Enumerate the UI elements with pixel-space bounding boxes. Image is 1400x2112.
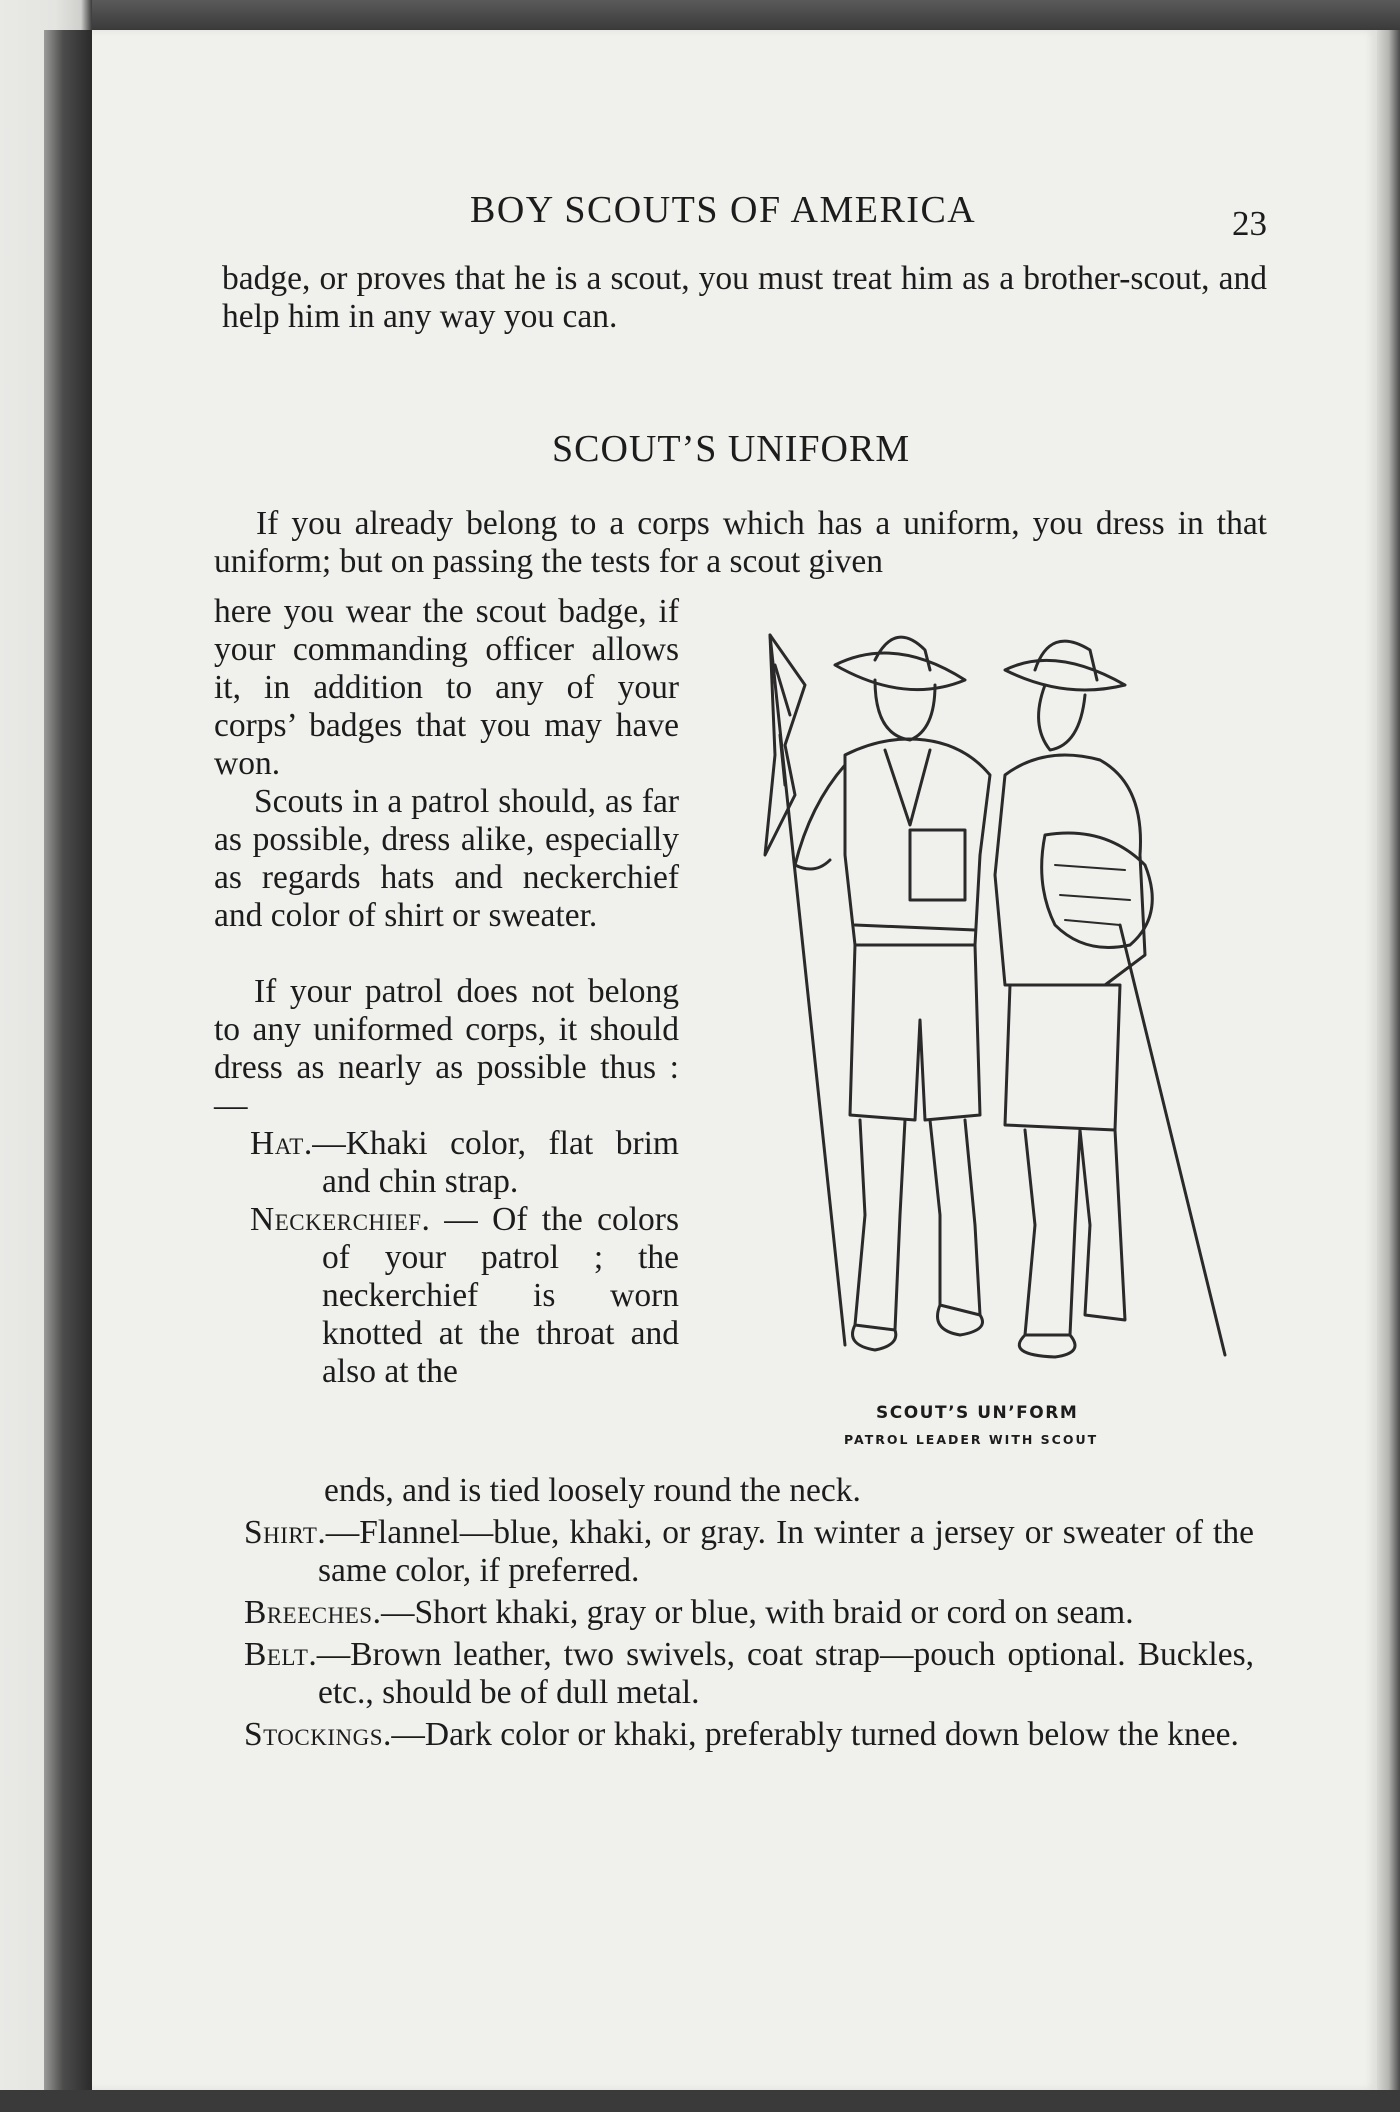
item-stockings [244,1716,1254,1754]
item-hat-text: .—Khaki color, flat brim and chin strap. [303,1125,679,1200]
figure-caption-subtitle: PATROL LEADER WITH SCOUT [844,1432,1099,1447]
item-breeches-text: .—Short khaki, gray or blue, with braid or cord on seam. [372,1594,1134,1631]
uniformed-corps-paragraph: If your patrol does not belong to any uniformed corps, it should dress as nearly as possible thus :— [214,973,679,1124]
item-belt-text: .—Brown leather, two swivels, coat strap—pouch optional. Buckles, etc., should be of dull metal. [308,1636,1254,1711]
scout-uniform-illustration [725,625,1265,1385]
right-hat-brim [1005,660,1125,690]
figure-caption-title: SCOUT’S UN’FORM [876,1403,1079,1423]
item-breeches-term: Breeches [244,1594,373,1631]
patrol-dress-paragraph: Scouts in a patrol should, as far as possible, dress alike, especially as regards hats and neckerchief and color of shirt or sweater. [214,783,679,934]
intro-continuation: here you wear the scout badge, if your commanding officer allows it, in addition to any of your corps’ badges that you may have won. [214,593,679,782]
item-hat-term: Hat [250,1125,304,1162]
item-breeches [244,1594,1254,1632]
item-shirt-text: .—Flannel—blue, khaki, or gray. In winter a jersey or sweater of the same color, if preferred. [317,1514,1254,1589]
book-spine [44,30,92,2100]
running-title: BOY SCOUTS OF AMERICA [470,189,977,231]
right-head [1039,685,1085,750]
intro-paragraph: If you already belong to a corps which has a uniform, you dress in that uniform; but on passing the tests for a scout given [214,505,1267,580]
item-hat [250,1125,679,1201]
left-torso [845,739,990,945]
item-shirt [244,1514,1254,1590]
section-title: SCOUT’S UNIFORM [552,428,911,470]
left-shorts [850,945,980,1120]
pennant [765,635,805,855]
item-neckerchief [250,1201,679,1391]
item-neckerchief-continuation: ends, and is tied loosely round the neck. [324,1472,861,1509]
continued-paragraph: badge, or proves that he is a scout, you must treat him as a brother-scout, and help him in any way you can. [222,260,1267,335]
item-neckerchief-text: . — Of the colors of your patrol ; the neckerchief is worn knotted at the throat and also at the [322,1201,679,1390]
item-belt [244,1636,1254,1712]
item-neckerchief-term: Neckerchief [250,1201,422,1238]
item-stockings-text: .—Dark color or khaki, preferably turned down below the knee. [383,1716,1239,1753]
page-number: 23 [1232,204,1267,243]
scan-bottom-border [0,2090,1400,2112]
right-staff-line [1120,925,1225,1355]
page-fore-edge [1377,30,1400,2090]
item-stockings-term: Stockings [244,1716,383,1753]
item-shirt-term: Shirt [244,1514,318,1551]
left-hat-brim [835,653,965,690]
backpack [1042,833,1153,948]
scan-top-border [0,0,1400,30]
left-text-column [214,593,679,1391]
uniform-item-list [244,1472,1254,1754]
item-belt-term: Belt [244,1636,309,1673]
right-shorts [1005,985,1120,1130]
